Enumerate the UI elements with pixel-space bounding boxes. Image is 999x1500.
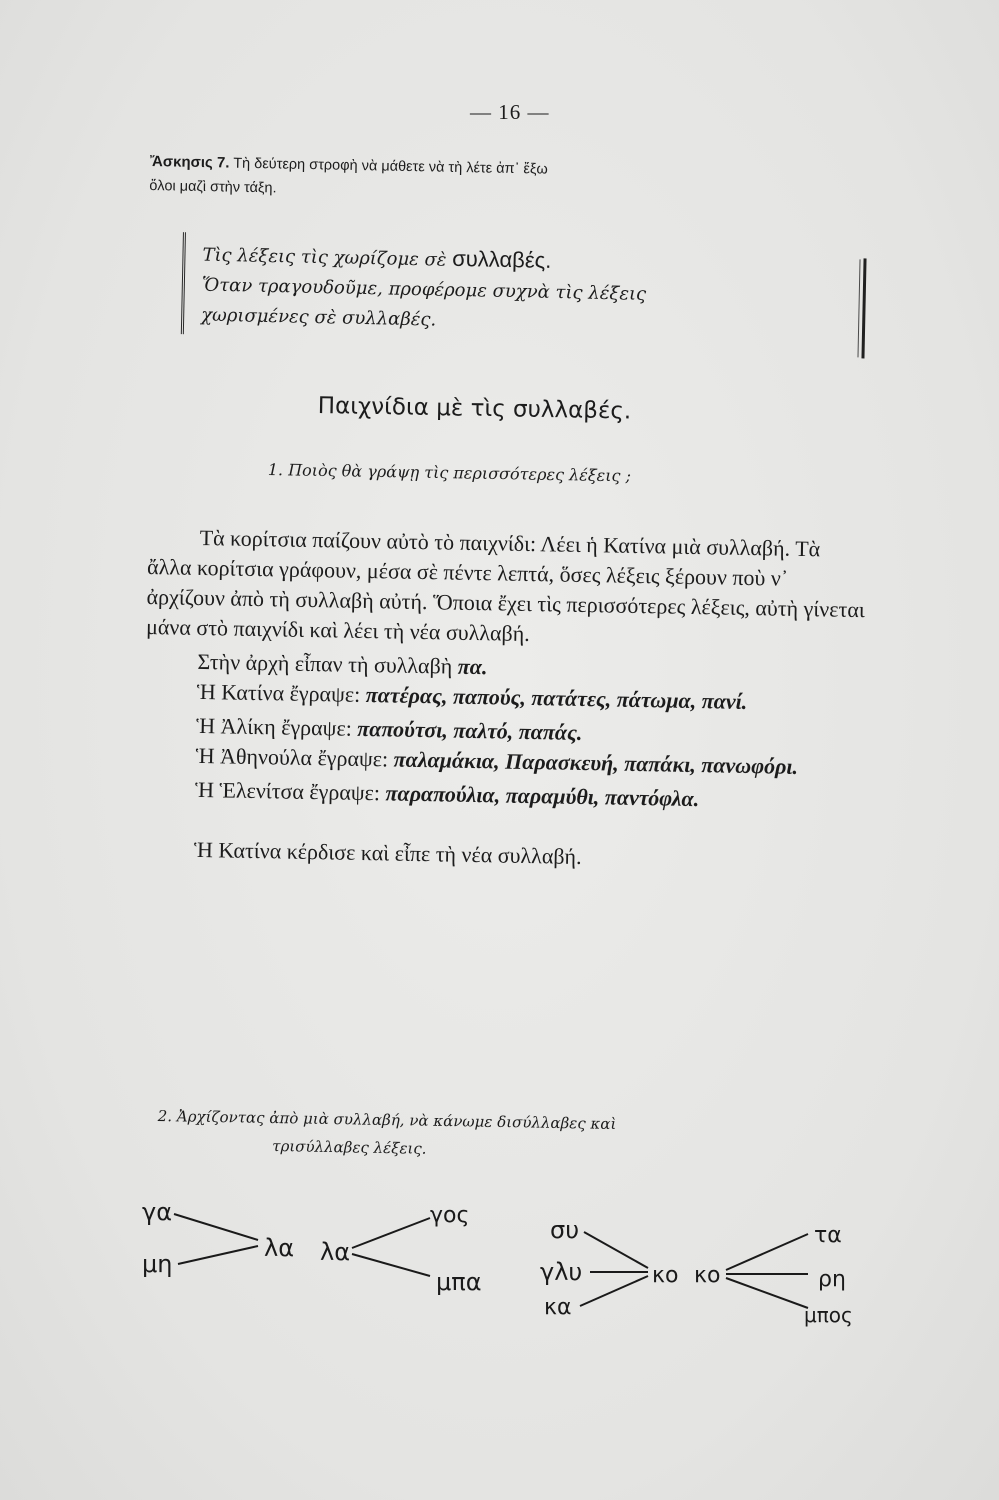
connector-mi-la	[178, 1246, 258, 1264]
section-heading: Παιχνίδια μὲ τὶς συλλαβές.	[317, 393, 632, 425]
syllable-la-left: λα	[264, 1234, 295, 1262]
connector-ko-ta	[726, 1234, 808, 1270]
start-line-text: Στὴν ἀρχὴ εἶπαν τὴ συλλαβὴ	[197, 648, 453, 679]
rule-line-1-b: συλλαβές.	[451, 245, 552, 273]
exercise-text-1: Τὴ δεύτερη στροφὴ νὰ μάθετε νὰ τὴ λέτε ἀπ᾿ ἔξω	[233, 155, 548, 178]
game-1-paragraph: Τὰ κορίτσια παίζουν αὐτὸ τὸ παιχνίδι: Λέει ἡ Κατίνα μιὰ συλλαβή. Τὰ ἄλλα κορίτσια γράφουν, μέσα σὲ πέντε λεπτά, ὅσες λέξεις ξέρουν ποὺ ν᾿ ἀρχίζουν ἀπὸ τὴ συλλαβὴ αὐτή. Ὅποια ἔχει τὶς περισσότερες λέξεις, αὐτὴ γίνεται μάνα στὸ παιχνίδι καὶ λέει τὴ νέα συλλαβή.	[145, 524, 866, 647]
katina-label: Ἡ Κατίνα ἔγραψε:	[196, 678, 361, 707]
connector-sy-ko	[584, 1232, 648, 1268]
syllable-ko-1: κο	[652, 1263, 679, 1288]
syllable-ri: ρη	[818, 1267, 846, 1292]
syllable-gos: γος	[430, 1203, 470, 1228]
connector-ga-la	[174, 1214, 258, 1240]
syllable-mpa: μπα	[436, 1268, 482, 1296]
aliki-label: Ἡ Ἀλίκη ἔγραψε:	[196, 712, 353, 741]
syllable-sy: συ	[550, 1216, 580, 1244]
rule-box	[173, 230, 865, 356]
syllable-mi: μη	[142, 1250, 173, 1278]
rule-text	[201, 239, 647, 340]
game-1-final: Ἡ Κατίνα κέρδισε καὶ εἶπε τὴ νέα συλλαβή.	[193, 836, 582, 869]
page-number: — 16 —	[470, 100, 550, 124]
elenitsa-label: Ἡ Ἑλενίτσα ἔγραψε:	[194, 776, 381, 806]
exercise-text-2: ὅλοι μαζὶ στὴν τάξη.	[149, 177, 277, 197]
rule-line-3: χωρισμένες σὲ συλλαβές.	[201, 304, 437, 331]
syllable-ga: γα	[142, 1198, 173, 1226]
elenitsa-list: παραπούλια, παραμύθι, παντόφλα.	[385, 780, 700, 812]
game-2-line-1: 2. Ἀρχίζοντας ἀπὸ μιὰ συλλαβή, νὰ κάνωμε δισύλλαβες καὶ	[157, 1106, 617, 1134]
connector-la-gos	[352, 1218, 430, 1248]
aliki-list: παπούτσι, παλτό, παπάς.	[357, 715, 583, 745]
katina-list: πατέρας, παπούς, πατάτες, πάτωμα, πανί.	[365, 682, 748, 715]
syllable-ka: κα	[544, 1295, 572, 1320]
syllable-mpos: μπος	[804, 1303, 853, 1327]
syllable-diagram-svg	[140, 1190, 880, 1360]
rule-line-2: Ὅταν τραγουδοῦμε, προφέρομε συχνὰ τὶς λέξεις	[201, 274, 647, 305]
game-1-title: 1. Ποιὸς θὰ γράψῃ τὶς περισσότερες λέξεις ;	[267, 460, 632, 486]
rule-box-right-bar	[861, 258, 866, 358]
syllable-gly: γλυ	[540, 1258, 583, 1286]
game-1-body	[142, 522, 868, 877]
start-syllable: πα.	[457, 653, 488, 680]
athinoula-label: Ἡ Ἀθηνούλα ἔγραψε:	[195, 742, 389, 772]
connector-la-mpa	[352, 1254, 430, 1276]
syllable-la-middle: λα	[320, 1238, 351, 1266]
rule-box-left-bar	[181, 232, 188, 334]
syllable-diagram	[140, 1190, 880, 1360]
game-2-title	[157, 1102, 617, 1166]
game-2-line-2: τρισύλλαβες λέξεις.	[272, 1137, 427, 1158]
connector-ka-ko	[580, 1276, 648, 1306]
exercise-title: Ἄσκησις 7.	[149, 152, 230, 172]
syllable-ko-2: κο	[694, 1263, 721, 1288]
syllable-ta: τα	[814, 1223, 842, 1248]
connector-ko-mpos	[726, 1278, 808, 1308]
athinoula-list: παλαμάκια, Παρασκευή, παπάκι, πανωφόρι.	[393, 746, 799, 779]
exercise-7	[149, 150, 548, 206]
rule-line-1-a: Τὶς λέξεις τὶς χωρίζομε σὲ	[202, 244, 447, 271]
